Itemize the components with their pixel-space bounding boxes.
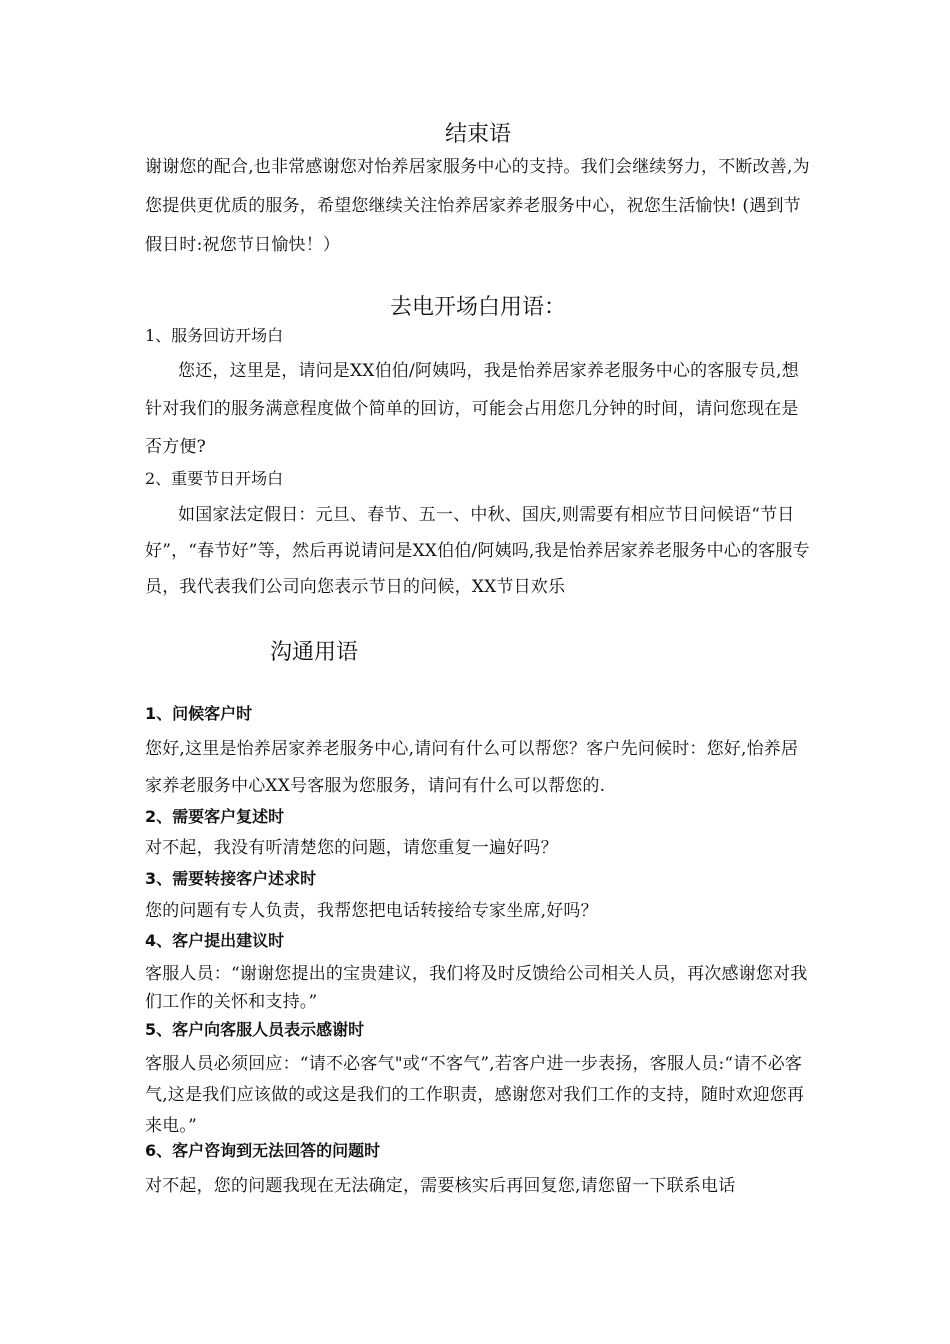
closing-text: 谢谢您的配合,也非常感谢您对怡养居家服务中心的支持。我们会继续努力，不断改善,为您提供更优质的服务，希望您继续关注怡养居家养老服务中心，祝您生活愉快! (遇到节假日时:祝您节日愉快！） [145, 157, 810, 255]
opening-section1-heading: 1、服务回访开场白 [145, 326, 284, 345]
comm-item-4-text: 客服人员：“谢谢您提出的宝贵建议，我们将及时反馈给公司相关人员，再次感谢您对我们工作的关怀和支持。” [145, 964, 808, 1012]
opening-section2-heading: 2、重要节日开场白 [145, 469, 284, 488]
comm-item-1-text: 您好,这里是怡养居家养老服务中心,请问有什么可以帮您？客户先问候时：您好,怡养居家养老服务中心XX号客服为您服务，请问有什么可以帮您的. [145, 739, 799, 796]
comm-item-2-text: 对不起，我没有听清楚您的问题，请您重复一遍好吗？ [145, 838, 558, 858]
comm-item-3-text: 您的问题有专人负责，我帮您把电话转接给专家坐席,好吗？ [145, 901, 598, 921]
closing-title: 结束语 [444, 122, 511, 147]
comm-item-4-heading: 4、客户提出建议时 [145, 931, 285, 950]
comm-item-6-heading: 6、客户咨询到无法回答的问题时 [145, 1141, 381, 1160]
opening-section1-text: 您还，这里是，请问是XX伯伯/阿姨吗，我是怡养居家养老服务中心的客服专员,想针对我们的服务满意程度做个简单的回访，可能会占用您几分钟的时间，请问您现在是否方便? [145, 361, 799, 457]
communication-title: 沟通用语 [270, 640, 359, 665]
comm-item-6-text: 对不起，您的问题我现在无法确定，需要核实后再回复您,请您留一下联系电话 [145, 1176, 736, 1196]
comm-item-1-heading: 1、问候客户时 [145, 704, 253, 723]
opening-title: 去电开场白用语： [389, 295, 566, 320]
comm-item-5-text: 客服人员必须回应：“请不必客气"或“不客气”,若客户进一步表扬，客服人员:“请不必客气,这是我们应该做的或这是我们的工作职责，感谢您对我们工作的支持，随时欢迎您再来电。” [145, 1054, 805, 1136]
comm-item-2-heading: 2、需要客户复述时 [145, 807, 285, 826]
comm-item-3-heading: 3、需要转接客户述求时 [145, 869, 317, 888]
opening-section2-text: 如国家法定假日：元旦、春节、五一、中秋、国庆,则需要有相应节日问候语“节日好”，“春节好”等，然后再说请问是XX伯伯/阿姨吗,我是怡养居家养老服务中心的客服专员，我代表我们公司向您表示节日的问候，XX节日欢乐 [145, 505, 810, 597]
comm-item-5-heading: 5、客户向客服人员表示感谢时 [145, 1020, 365, 1039]
